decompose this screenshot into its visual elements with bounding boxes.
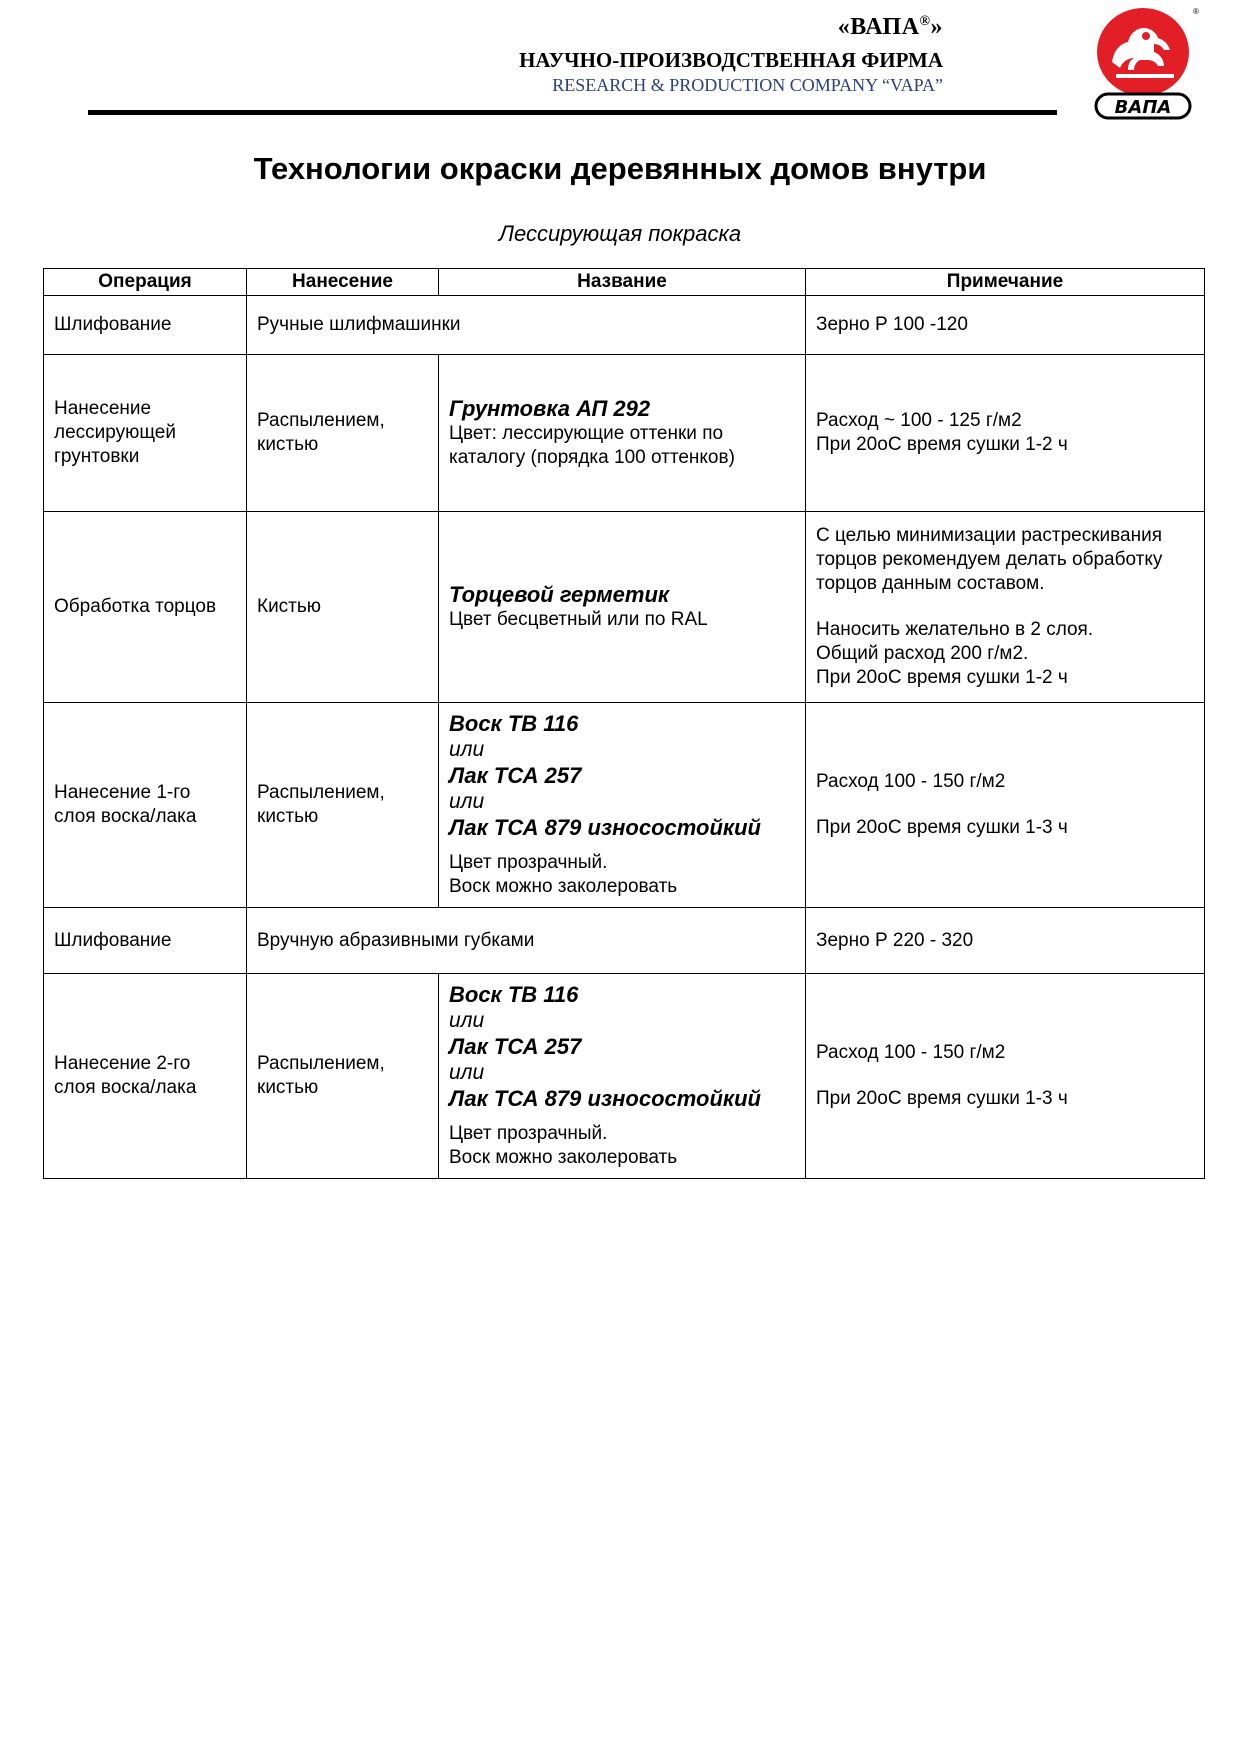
cell-name xyxy=(439,703,806,908)
column-header-operation: Операция xyxy=(44,269,247,296)
cell-operation: Шлифование xyxy=(44,908,247,974)
column-header-application: Нанесение xyxy=(247,269,439,296)
cell-application: Кистью xyxy=(247,512,439,703)
product-name: Лак ТСА 879 износостойкий xyxy=(449,1086,761,1111)
spacer xyxy=(816,1065,1194,1087)
cell-application: Распылением, кистью xyxy=(247,355,439,512)
brand-text: «ВАПА xyxy=(837,14,920,40)
spacer xyxy=(816,794,1194,816)
cell-note xyxy=(806,512,1205,703)
brand-close-quote: » xyxy=(930,14,943,40)
product-description: Воск можно заколеровать xyxy=(449,1147,678,1168)
note-line: При 20оС время сушки 1-3 ч xyxy=(816,1088,1068,1109)
cell-application: Ручные шлифмашинки xyxy=(247,296,806,355)
product-name: Грунтовка АП 292 xyxy=(449,396,651,421)
product-description: Цвет прозрачный. xyxy=(449,852,608,873)
cell-note: Зерно Р 220 - 320 xyxy=(806,908,1205,974)
cell-note: Зерно Р 100 -120 xyxy=(806,296,1205,355)
product-name: Лак ТСА 879 износостойкий xyxy=(449,815,761,840)
brand-name xyxy=(838,14,943,41)
cell-application: Распылением, кистью xyxy=(247,703,439,908)
vapa-logo xyxy=(1090,4,1202,124)
table-row xyxy=(44,703,1205,908)
cell-name xyxy=(439,355,806,512)
column-header-note: Примечание xyxy=(806,269,1205,296)
product-name: Лак ТСА 257 xyxy=(449,763,582,788)
product-description: Цвет: лессирующие оттенки по каталогу (порядка 100 оттенков) xyxy=(449,423,735,468)
cell-name xyxy=(439,974,806,1179)
column-header-name: Название xyxy=(439,269,806,296)
technology-table xyxy=(43,268,1205,1179)
note-line: Общий расход 200 г/м2. xyxy=(816,643,1029,664)
product-name: Торцевой герметик xyxy=(449,582,670,607)
or-label: или xyxy=(449,790,485,813)
cell-operation: Нанесение 2-го слоя воска/лака xyxy=(44,974,247,1179)
note-line: С целью минимизации растрескивания торцов рекомендуем делать обработку торцов данным составом. xyxy=(816,525,1163,594)
header-rule xyxy=(88,110,1057,115)
cell-operation: Шлифование xyxy=(44,296,247,355)
product-description: Цвет бесцветный или по RAL xyxy=(449,609,708,630)
cell-name xyxy=(439,512,806,703)
cell-operation: Нанесение лессирующей грунтовки xyxy=(44,355,247,512)
note-line: При 20оС время сушки 1-2 ч xyxy=(816,434,1068,455)
spacer xyxy=(816,596,1194,618)
spacer xyxy=(449,841,795,851)
note-line: Расход ~ 100 - 125 г/м2 xyxy=(816,410,1022,431)
note-line: При 20оС время сушки 1-3 ч xyxy=(816,817,1068,838)
or-label: или xyxy=(449,738,485,761)
table-header-row xyxy=(44,269,1205,296)
cell-application: Вручную абразивными губками xyxy=(247,908,806,974)
cell-operation: Нанесение 1-го слоя воска/лака xyxy=(44,703,247,908)
cell-application: Распылением, кистью xyxy=(247,974,439,1179)
table-row xyxy=(44,512,1205,703)
cell-note xyxy=(806,974,1205,1179)
company-name-en: RESEARCH & PRODUCTION COMPANY “VAPA” xyxy=(552,75,943,95)
logo-registered-mark: ® xyxy=(1193,7,1199,16)
cell-note xyxy=(806,355,1205,512)
product-description: Воск можно заколеровать xyxy=(449,876,678,897)
product-name: Воск ТВ 116 xyxy=(449,982,579,1007)
company-name-ru: НАУЧНО-ПРОИЗВОДСТВЕННАЯ ФИРМА xyxy=(519,48,943,72)
product-name: Воск ТВ 116 xyxy=(449,711,579,736)
note-line: Расход 100 - 150 г/м2 xyxy=(816,771,1006,792)
note-line: Расход 100 - 150 г/м2 xyxy=(816,1042,1006,1063)
logo-text: ВАПА xyxy=(1114,97,1172,118)
registered-mark: ® xyxy=(919,14,931,29)
table-row xyxy=(44,355,1205,512)
cell-note xyxy=(806,703,1205,908)
note-line: Наносить желательно в 2 слоя. xyxy=(816,619,1094,640)
table-row xyxy=(44,974,1205,1179)
product-description: Цвет прозрачный. xyxy=(449,1123,608,1144)
page-subtitle: Лессирующая покраска xyxy=(498,221,742,246)
or-label: или xyxy=(449,1009,485,1032)
product-name: Лак ТСА 257 xyxy=(449,1034,582,1059)
table-row xyxy=(44,908,1205,974)
page-title: Технологии окраски деревянных домов внутри xyxy=(253,151,987,186)
cell-operation: Обработка торцов xyxy=(44,512,247,703)
or-label: или xyxy=(449,1061,485,1084)
table-row xyxy=(44,296,1205,355)
spacer xyxy=(449,1112,795,1122)
note-line: При 20оС время сушки 1-2 ч xyxy=(816,667,1068,688)
